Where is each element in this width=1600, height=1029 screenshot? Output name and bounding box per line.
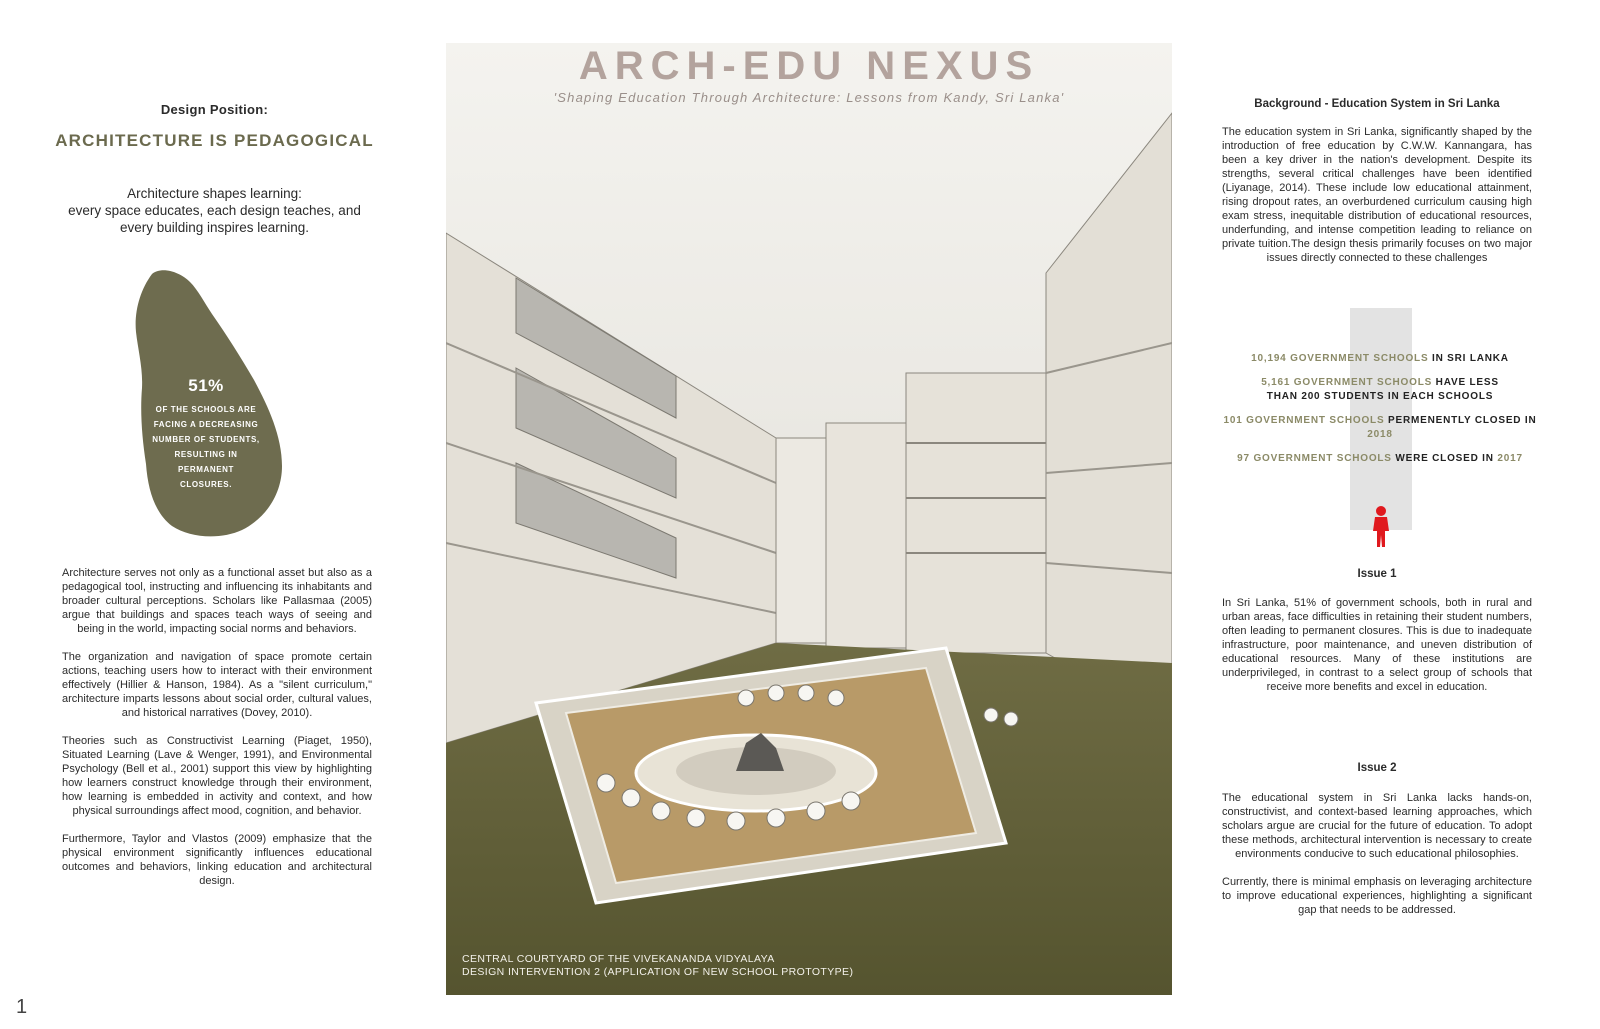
design-position-title: ARCHITECTURE IS PEDAGOGICAL [55, 131, 374, 150]
map-stat [132, 376, 280, 492]
paragraph: Theories such as Constructivist Learning (Piaget, 1950), Situated Learning (Lave & Wenger, 1991), and Environmental Psychology (Bell et al., 2001) support this view by highlighting how learners construct knowledge through their environment, how learning is embedded in activity and context, and how physical surroundings affect mood, cognition, and behavior. [62, 735, 372, 817]
paragraph: The organization and navigation of space promote certain actions, teaching users how to interact with their environment effectively (Hillier & Hanson, 1984). As a "silent curriculum," architecture imparts lessons about social order, cultural values, and historical narratives (Dovey, 2010). [62, 651, 372, 719]
child-figure-icon [1370, 505, 1392, 549]
caption-line: DESIGN INTERVENTION 2 (APPLICATION OF NEW SCHOOL PROTOTYPE) [462, 966, 854, 978]
stat-year: 2017 [1497, 453, 1523, 464]
poster-title: ARCH-EDU NEXUS [578, 44, 1040, 88]
poster-subtitle: 'Shaping Education Through Architecture: Lessons from Kandy, Sri Lanka' [553, 90, 1065, 105]
stat-text: HAVE LESS THAN 200 STUDENTS IN EACH SCHOOLS [1266, 377, 1499, 402]
courtyard-poster [446, 43, 1172, 995]
stat-text: WERE CLOSED IN [1391, 453, 1498, 464]
paragraph: Currently, there is minimal emphasis on leveraging architecture to improve educational experiences, highlighting a significant gap that needs to be addressed. [1222, 876, 1532, 916]
school-statistics [1210, 352, 1550, 476]
design-position-section [52, 92, 377, 236]
map-description: OF THE SCHOOLS ARE FACING A DECREASING NUMBER OF STUDENTS, RESULTING IN PERMANENT CLOSURES. [152, 405, 260, 489]
stat-item [1210, 352, 1550, 366]
stat-highlight: 5,161 GOVERNMENT SCHOOLS [1261, 377, 1433, 388]
background-title: Background - Education System in Sri Lanka [1254, 98, 1500, 110]
pedagogy-text [62, 566, 372, 902]
stat-highlight: 101 GOVERNMENT SCHOOLS [1223, 415, 1385, 426]
child-figure-shape [1370, 505, 1392, 549]
caption-line: CENTRAL COURTYARD OF THE VIVEKANANDA VIDYALAYA [462, 953, 775, 965]
stat-text: IN SRI LANKA [1428, 353, 1509, 364]
issue-2-text [1222, 791, 1532, 931]
stat-highlight: 97 GOVERNMENT SCHOOLS [1237, 453, 1392, 464]
issue-2-title: Issue 2 [1357, 762, 1397, 774]
stat-text: PERMENENTLY CLOSED IN [1384, 415, 1537, 426]
stat-item [1210, 452, 1550, 466]
design-statement: Architecture shapes learning: every space educates, each design teaches, and every building inspires learning. [68, 186, 361, 235]
image-caption [462, 953, 853, 979]
stat-item [1210, 376, 1550, 404]
page-number: 1 [16, 996, 28, 1018]
design-position-label: Design Position: [160, 102, 269, 117]
stat-highlight: 10,194 GOVERNMENT SCHOOLS [1251, 353, 1429, 364]
stat-item [1210, 414, 1550, 442]
background-text: The education system in Sri Lanka, significantly shaped by the introduction of free education by C.W.W. Kannangara, has been a key driver in the nation's development. Despite its strengths, several critical challenges have been identified (Liyanage, 2014). These include low educational attainment, rising dropout rates, an overburdened curriculum causing high exam stress, inequitable distribution of educational resources, underfunding, and intense competition leading to reliance on private tuition.The design thesis primarily focuses on two major issues directly connected to these challenges [1222, 126, 1532, 264]
paragraph: Furthermore, Taylor and Vlastos (2009) emphasize that the physical environment significantly influences educational outcomes and behaviors, linking education and architectural design. [62, 833, 372, 887]
paragraph: In Sri Lanka, 51% of government schools, both in rural and urban areas, face difficulties in retaining their student numbers, often leading to permanent closures. This is due to inadequate infrastructure, poor maintenance, and uneven distribution of educational resources. Many of these institutions are underprivileged, in contrast to a select group of schools that receive more benefits and excel in education. [1222, 597, 1532, 693]
stat-year: 2018 [1367, 429, 1393, 440]
issue-1-title: Issue 1 [1357, 568, 1397, 580]
map-percentage: 51% [188, 376, 224, 395]
paragraph: The educational system in Sri Lanka lacks hands-on, constructivist, and context-based learning approaches, which scholars argue are crucial for the future of education. To adopt these methods, architectural intervention is necessary to create environments conducive to such educational philosophies. [1222, 792, 1532, 860]
background-section [1222, 98, 1532, 265]
sri-lanka-map [132, 268, 292, 548]
courtyard-render-image [446, 43, 1172, 995]
paragraph: Architecture serves not only as a functional asset but also as a pedagogical tool, instructing and influencing its inhabitants and broader cultural perceptions. Scholars like Pallasmaa (2005) argue that buildings and spaces teach ways of seeing and being in the world, impacting social norms and behaviors. [62, 567, 372, 635]
issue-1-text [1222, 596, 1532, 708]
